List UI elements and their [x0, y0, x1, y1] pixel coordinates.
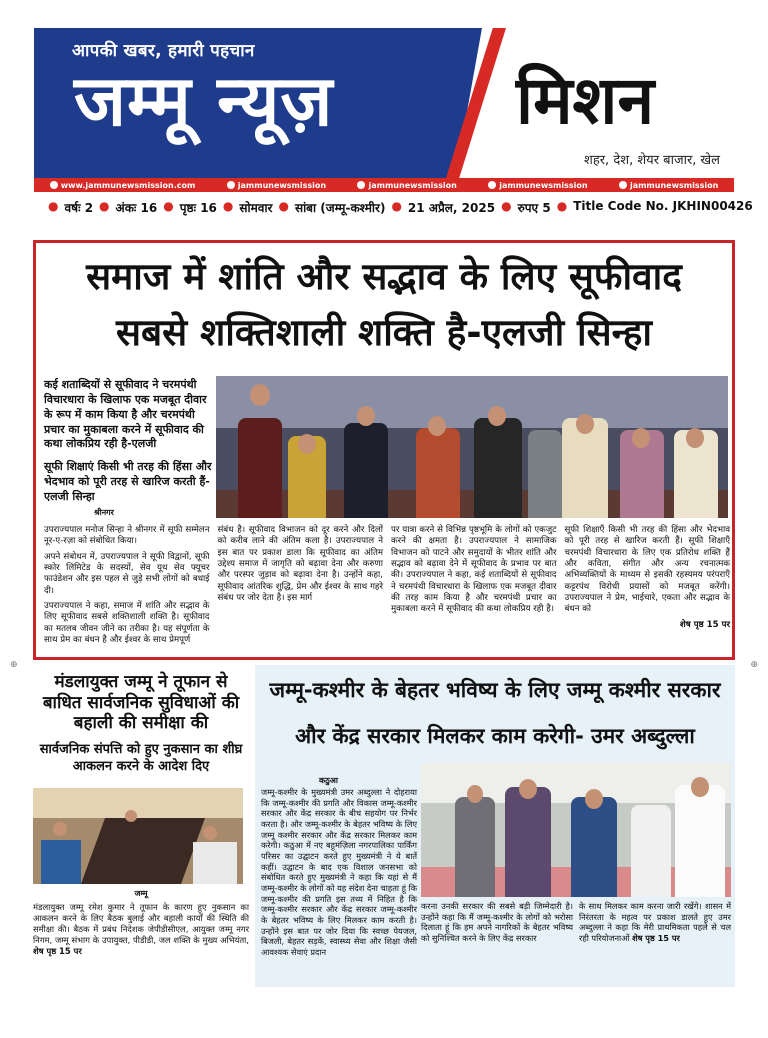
left-story: [33, 672, 249, 957]
social-facebook[interactable]: jammunewsmission: [357, 181, 456, 190]
newspaper-title-left: जम्मू न्यूज़: [74, 60, 334, 142]
social-bar: [34, 178, 734, 192]
top-headline-line1: समाज में शांति और सद्भाव के लिए सूफीवाद: [86, 255, 682, 298]
tagline: आपकी खबर, हमारी पहचान: [72, 41, 255, 61]
right-continued[interactable]: शेष पृष्ठ 15 पर: [632, 932, 680, 943]
top-headline-line2: सबसे शक्तिशाली शक्ति है-एलजी सिन्हा: [116, 311, 652, 354]
meeting-photo: [33, 788, 243, 884]
youtube-icon: [488, 181, 496, 189]
issue-place: सांबा (जम्मू-कश्मीर): [294, 201, 386, 215]
right-body-col3: के साथ मिलकर काम करना जारी रखेंगे। शासन में निरंतरता के महत्व पर प्रकाश डालते हुए उमर अब्दुल्ला ने कहा कि मेरी प्राथमिकता पहले से चल रही परियोजनाओं शेष पृष्ठ 15 पर: [579, 901, 731, 943]
left-subheadline: सार्वजनिक संपत्ति को हुए नुकसान का शीघ्र आकलन करने के आदेश दिए: [39, 742, 243, 775]
facebook-icon: [357, 181, 365, 189]
issue-number: अंकः 16: [115, 201, 158, 215]
right-headline-line1: जम्मू-कश्मीर के बेहतर भविष्य के लिए जम्मू कश्मीर सरकार: [269, 678, 721, 702]
top-body-col2: संबंध है। सूफीवाद विभाजन को दूर करने और दिलों को करीब लाने की अंतिम कला है। उपराज्यपाल ने इस बात पर प्रकाश डाला कि सूफीवाद का अंतिम उद्देश्य समाज में जागृति को बढ़ावा देना और करुणा और परस्पर जुड़ाव को बढ़ावा देना है। उन्होंने कहा, सूफीवाद आंतरिक शुद्धि, प्रेम और ईश्वर के साथ गहरे संबंध पर जोर देता है। इस मार्ग: [217, 525, 383, 604]
right-body-cols: [421, 901, 731, 944]
registration-mark: ⊕: [10, 660, 18, 670]
issue-info-line: ● वर्षः 2 ● अंकः 16 ● पृष्ठः 16 ● सोमवार ● सांबा (जम्मू-कश्मीर) ● 21 अप्रैल, 2025 ● रुपए 5 ● Title Code No. JKHIN00426: [48, 199, 753, 215]
highlight-1: कई शताब्दियों से सूफीवाद ने चरमपंथी विचारधारा के खिलाफ एक मजबूत दीवार के रूप में काम किया है और चरमपंथी प्रचार का मुकाबला करने में सूफीवाद की कथा लोकप्रिय रही है-एलजी: [44, 378, 207, 451]
instagram-icon: [227, 181, 235, 189]
right-body-col2: करना उनकी सरकार की सबसे बड़ी जिम्मेदारी है। उन्होंने कहा कि मैं जम्मू-कश्मीर के लोगों को भरोसा दिलाता हूं कि हम अपने नागरिकों के बेहतर भविष्य को सुनिश्चित करने के लिए केंद्र सरकार: [421, 901, 573, 943]
social-twitter[interactable]: jammunewsmission: [619, 181, 718, 190]
right-story: [255, 665, 735, 987]
top-story-body: [44, 525, 730, 650]
right-headline-line2: और केंद्र सरकार मिलकर काम करेगी- उमर अब्दुल्ला: [295, 724, 695, 748]
top-continued[interactable]: शेष पृष्ठ 15 पर: [679, 619, 730, 630]
top-body-p3: उपराज्यपाल ने कहा, समाज में शांति और सद्भाव के लिए सूफीवाद सबसे शक्तिशाली शक्ति है। सूफीवाद का मतलब जीवन जीने का तरीका है। यह संपूर्णता के साथ प्रेम का बंधन है और ईश्वर के साथ प्रेमपूर्ण: [44, 601, 210, 646]
social-website[interactable]: www.jammunewsmission.com: [50, 181, 196, 190]
issue-year: वर्षः 2: [64, 201, 94, 215]
inauguration-photo: [421, 763, 731, 897]
issue-date: 21 अप्रैल, 2025: [407, 201, 496, 215]
sufi-conference-photo: [216, 376, 728, 518]
highlight-2: सूफी शिक्षाएं किसी भी तरह की हिंसा और भेदभाव को पूरी तरह से खारिज करती हैं-एलजी सिन्हा: [44, 460, 212, 503]
left-body: मंडलायुक्त जम्मू रमेश कुमार ने तूफान के कारण हुए नुकसान का आकलन करने के लिए बैठक बुलाई और बहाली कार्यों की स्थिति की समीक्षा की। बैठक में प्रबंध निदेशक जेपीडीसीएल, आयुक्त जम्मू नगर निगम, जम्मू संभाग के उपायुक्त, पीडीडी, जल शक्ति के मुख्य अभियंता, शेष पृष्ठ 15 पर: [33, 901, 249, 956]
twitter-icon: [619, 181, 627, 189]
right-body-col1: जम्मू-कश्मीर के मुख्यमंत्री उमर अब्दुल्ला ने दोहराया कि जम्मू-कश्मीर की प्रगति और विकास जम्मू-कश्मीर सरकार और केंद्र सरकार के बीच सहयोग पर निर्भर करता है। और जम्मू-कश्मीर के बेहतर भविष्य के लिए जम्मू कश्मीर सरकार और केंद्र सरकार मिलकर काम करेगी। कठुआ में नए बहुमंज़िला नगरपालिका पार्किंग परिसर का उद्घाटन करते हुए मुख्यमंत्री ने ये बातें कहीं। उद्घाटन के बाद एक विशाल जनसभा को संबोधित करते हुए मुख्यमंत्री ने कहा कि यहां से मैं जम्मू-कश्मीर के लोगों को यह संदेश देना चाहता हूं कि जम्मू-कश्मीर की प्रगति इस तथ्य में निहित है कि जम्मू-कश्मीर सरकार और केंद्र सरकार जम्मू-कश्मीर के बेहतर भविष्य के लिए मिलकर काम करती है। उन्होंने इस बात पर जोर दिया कि स्वच्छ पेयजल, बिजली, बेहतर सड़कें, स्वास्थ्य सेवा और शिक्षा जैसी आवश्यक सेवाएं प्रदान: [261, 787, 417, 957]
top-story: [33, 240, 735, 660]
left-headline: मंडलायुक्त जम्मू ने तूफान से बाधित सार्वजनिक सुविधाओं की बहाली की समीक्षा की: [42, 672, 240, 734]
masthead: [34, 28, 734, 178]
top-side-highlights: [44, 378, 214, 513]
social-instagram[interactable]: jammunewsmission: [227, 181, 326, 190]
top-body-p2: अपने संबोधन में, उपराज्यपाल ने सूफी विद्वानों, सूफी स्कोर लिमिटेड के सदस्यों, सेव यूथ सेव फ्यूचर फाउंडेशन और इस पहल से जुड़े सभी लोगों को बधाई दी।: [44, 551, 210, 596]
globe-icon: [50, 181, 58, 189]
top-body-col4: सूफी शिक्षाएँ किसी भी तरह की हिंसा और भेदभाव को पूरी तरह से खारिज करती हैं। सूफी शिक्षाएँ चरमपंथी विचारधारा के लिए एक प्रतिरोध शक्ति हैं और कविता, संगीत और अन्य रचनात्मक अभिव्यक्तियों के माध्यम से इसकी रहस्यमय परंपराएँ कट्टरपंथ विरोधी प्रयासों को मजबूत करेंगी। उपराज्यपाल ने प्रेम, भाईचारे, एकता और सद्भाव के बंधन को: [564, 525, 730, 615]
issue-pages: पृष्ठः 16: [179, 201, 217, 215]
title-code: Title Code No. JKHIN00426: [573, 199, 753, 213]
top-body-col3: पर यात्रा करने से विभिन्न पृष्ठभूमि के लोगों को एकजुट करने की क्षमता है। उपराज्यपाल ने सामाजिक विभाजन को पाटने और समुदायों के भीतर शांति और सद्भाव को बढ़ावा देने में सूफीवाद के प्रभाव पर बात की। उपराज्यपाल ने कहा, कई शताब्दियों से सूफीवाद ने चरमपंथी विचारधारा के खिलाफ एक मजबूत दीवार की तरह काम किया है और चरमपंथी प्रचार का मुकाबला करने में सूफीवाद की कथा लोकप्रिय रही है।: [391, 525, 557, 615]
left-dateline: जम्मू: [134, 888, 148, 898]
newspaper-title-right: मिशन: [516, 62, 655, 139]
right-dateline: कठुआ: [319, 776, 338, 785]
left-continued[interactable]: शेष पृष्ठ 15 पर: [33, 945, 82, 956]
social-youtube[interactable]: jammunewsmission: [488, 181, 587, 190]
issue-day: सोमवार: [239, 201, 273, 215]
registration-mark: ⊕: [750, 660, 758, 670]
masthead-subtitle: शहर, देश, शेयर बाजार, खेल: [584, 153, 720, 168]
top-dateline: श्रीनगर: [94, 508, 114, 517]
issue-price: रुपए 5: [517, 201, 551, 215]
top-body-p1: उपराज्यपाल मनोज सिन्हा ने श्रीनगर में सूफी सम्मेलन नूर-ए-रज़ा को संबोधित किया।: [44, 525, 210, 547]
